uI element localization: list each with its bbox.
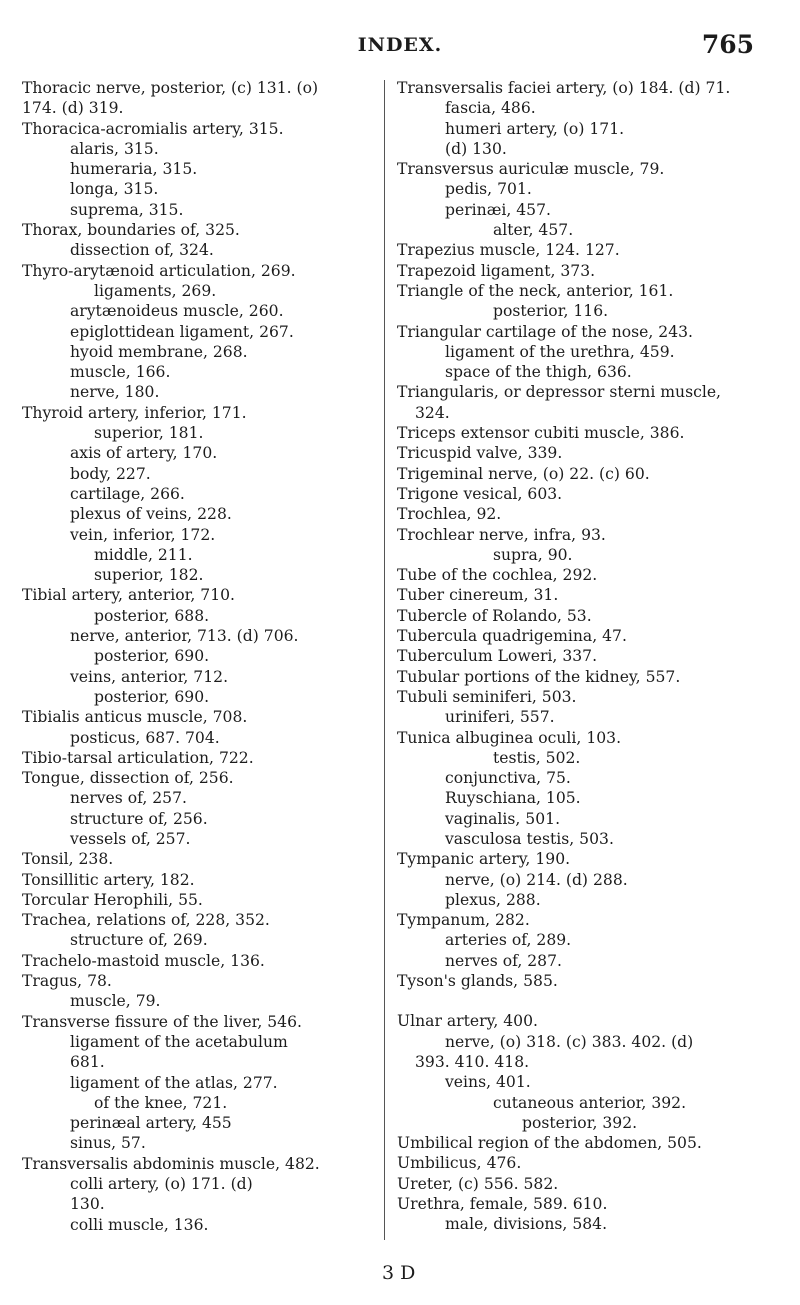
index-entry: alaris, 315. [70, 139, 159, 158]
index-entry: Tympanum, 282. [397, 911, 530, 930]
index-entry: plexus of veins, 228. [70, 505, 232, 524]
index-entry: Triangularis, or depressor sterni muscle, [397, 383, 722, 402]
index-entry: veins, 401. [445, 1073, 531, 1092]
running-head [0, 30, 800, 64]
index-entry: conjunctiva, 75. [445, 769, 571, 788]
index-entry: body, 227. [70, 464, 151, 483]
index-entry: posticus, 687. 704. [70, 728, 220, 747]
index-entry: supra, 90. [493, 545, 573, 564]
index-entry: Tricuspid valve, 339. [397, 444, 563, 463]
index-entry: Triceps extensor cubiti muscle, 386. [397, 424, 685, 443]
index-entry: nerve, (o) 214. (d) 288. [445, 870, 628, 889]
index-entry: nerve, (o) 318. (c) 383. 402. (d) [445, 1032, 694, 1051]
index-entry: muscle, 166. [70, 363, 171, 382]
index-entry: Tonsillitic artery, 182. [22, 870, 195, 889]
index-entry: Transversalis abdominis muscle, 482. [22, 1154, 320, 1173]
index-entry: posterior, 688. [94, 606, 210, 625]
index-entry: longa, 315. [70, 180, 159, 199]
index-entry: 174. (d) 319. [22, 99, 124, 118]
index-entry: Tuber cinereum, 31. [397, 586, 559, 605]
index-entry: ligament of the atlas, 277. [70, 1073, 278, 1092]
index-entry: Thoracica-acromialis artery, 315. [22, 119, 284, 138]
index-entry: Tubuli seminiferi, 503. [397, 687, 577, 706]
index-entry: posterior, 690. [94, 687, 210, 706]
index-entry: superior, 181. [94, 424, 204, 443]
index-entry: Umbilical region of the abdomen, 505. [397, 1134, 702, 1153]
index-entry: arytænoideus muscle, 260. [70, 302, 284, 321]
index-column-left [22, 78, 376, 1235]
index-entry: Trochlear nerve, infra, 93. [397, 525, 606, 544]
index-entry: Thyroid artery, inferior, 171. [22, 403, 247, 422]
index-entry: vaginalis, 501. [445, 809, 561, 828]
index-entry: Torcular Herophili, 55. [22, 890, 203, 909]
index-entry: Tubercula quadrigemina, 47. [397, 627, 627, 646]
index-entry: superior, 182. [94, 566, 204, 585]
index-entry: vessels of, 257. [70, 829, 191, 848]
index-entry: Tibialis anticus muscle, 708. [22, 708, 248, 727]
index-entry: uriniferi, 557. [445, 708, 555, 727]
index-entry: of the knee, 721. [94, 1093, 228, 1112]
index-entry: structure of, 269. [70, 931, 208, 950]
index-entry: perinæi, 457. [445, 200, 551, 219]
index-entry: posterior, 392. [522, 1113, 638, 1132]
index-entry: Tympanic artery, 190. [397, 850, 571, 869]
index-entry: humeraria, 315. [70, 160, 198, 179]
index-entry: cartilage, 266. [70, 484, 185, 503]
index-entry: colli muscle, 136. [70, 1215, 209, 1234]
index-entry: perinæal artery, 455 [70, 1114, 232, 1133]
index-entry: alter, 457. [493, 221, 574, 240]
index-entry: Triangle of the neck, anterior, 161. [397, 281, 674, 300]
index-entry: Thyro-arytænoid articulation, 269. [22, 261, 296, 280]
index-entry: Tuberculum Loweri, 337. [397, 647, 598, 666]
index-entry: Trigone vesical, 603. [397, 484, 563, 503]
index-entry: Tyson's glands, 585. [397, 972, 558, 991]
index-entry: Trochlea, 92. [397, 505, 502, 524]
index-entry: Trigeminal nerve, (o) 22. (c) 60. [397, 464, 650, 483]
index-entry: Tube of the cochlea, 292. [397, 566, 598, 585]
index-entry: veins, anterior, 712. [70, 667, 229, 686]
index-entry: Tonsil, 238. [22, 850, 114, 869]
index-entry: epiglottidean ligament, 267. [70, 322, 294, 341]
index-entry: suprema, 315. [70, 200, 184, 219]
index-entry: Ulnar artery, 400. [397, 1012, 538, 1031]
index-entry: male, divisions, 584. [445, 1215, 608, 1234]
index-entry: ligament of the acetabulum [70, 1032, 288, 1051]
index-entry: Urethra, female, 589. 610. [397, 1195, 608, 1214]
signature-mark: 3 D [382, 1262, 416, 1284]
index-entry: 130. [70, 1195, 105, 1214]
index-entry: colli artery, (o) 171. (d) [70, 1175, 253, 1194]
index-entry: vasculosa testis, 503. [445, 829, 614, 848]
index-entry: Transverse fissure of the liver, 546. [22, 1012, 302, 1031]
index-entry: pedis, 701. [445, 180, 532, 199]
index-entry: testis, 502. [493, 748, 581, 767]
index-entry: sinus, 57. [70, 1134, 146, 1153]
index-entry: 393. 410. 418. [415, 1052, 530, 1071]
index-entry: Tibio-tarsal articulation, 722. [22, 748, 254, 767]
index-entry: nerves of, 257. [70, 789, 187, 808]
index-entry: Tubercle of Rolando, 53. [397, 606, 592, 625]
column-divider [384, 80, 385, 1240]
index-entry: humeri artery, (o) 171. [445, 119, 625, 138]
index-entry: arteries of, 289. [445, 931, 572, 950]
index-entry: fascia, 486. [445, 99, 536, 118]
index-entry: cutaneous anterior, 392. [493, 1093, 687, 1112]
index-entry: dissection of, 324. [70, 241, 214, 260]
index-entry: muscle, 79. [70, 992, 161, 1011]
page-number: 765 [701, 30, 754, 59]
index-entry: Trapezoid ligament, 373. [397, 261, 596, 280]
index-entry: Tubular portions of the kidney, 557. [397, 667, 681, 686]
index-entry: posterior, 116. [493, 302, 609, 321]
index-entry: Transversus auriculæ muscle, 79. [397, 160, 665, 179]
index-entry: Tibial artery, anterior, 710. [22, 586, 235, 605]
index-entry: 324. [415, 403, 450, 422]
index-entry: structure of, 256. [70, 809, 208, 828]
index-entry: ligament of the urethra, 459. [445, 342, 675, 361]
index-entry: posterior, 690. [94, 647, 210, 666]
index-entry: Ureter, (c) 556. 582. [397, 1174, 559, 1193]
index-entry: Transversalis faciei artery, (o) 184. (d) 71. [397, 79, 731, 97]
index-entry: Tongue, dissection of, 256. [22, 769, 234, 788]
index-entry: Thorax, boundaries of, 325. [22, 221, 240, 240]
index-entry: vein, inferior, 172. [70, 525, 216, 544]
index-entry: nerves of, 287. [445, 951, 562, 970]
index-entry: plexus, 288. [445, 890, 541, 909]
index-entry: 681. [70, 1053, 105, 1072]
index-entry: axis of artery, 170. [70, 444, 218, 463]
index-entry: Trachelo-mastoid muscle, 136. [22, 951, 265, 970]
index-entry: Ruyschiana, 105. [445, 789, 581, 808]
index-entry: (d) 130. [445, 139, 507, 158]
running-title: INDEX. [357, 34, 443, 56]
index-entry: Trapezius muscle, 124. 127. [397, 241, 620, 260]
index-entry: Tragus, 78. [22, 972, 112, 991]
index-column-right [397, 78, 782, 1235]
index-entry: nerve, anterior, 713. (d) 706. [70, 627, 299, 646]
index-entry: space of the thigh, 636. [445, 363, 632, 382]
index-entry: Umbilicus, 476. [397, 1154, 522, 1173]
index-entry: Triangular cartilage of the nose, 243. [397, 322, 693, 341]
index-entry: middle, 211. [94, 545, 193, 564]
index-entry: Trachea, relations of, 228, 352. [22, 911, 270, 930]
index-entry: Thoracic nerve, posterior, (c) 131. (o) [22, 79, 319, 97]
index-entry: Tunica albuginea oculi, 103. [397, 728, 622, 747]
index-entry: hyoid membrane, 268. [70, 342, 248, 361]
index-entry: ligaments, 269. [94, 281, 217, 300]
index-entry: nerve, 180. [70, 383, 160, 402]
